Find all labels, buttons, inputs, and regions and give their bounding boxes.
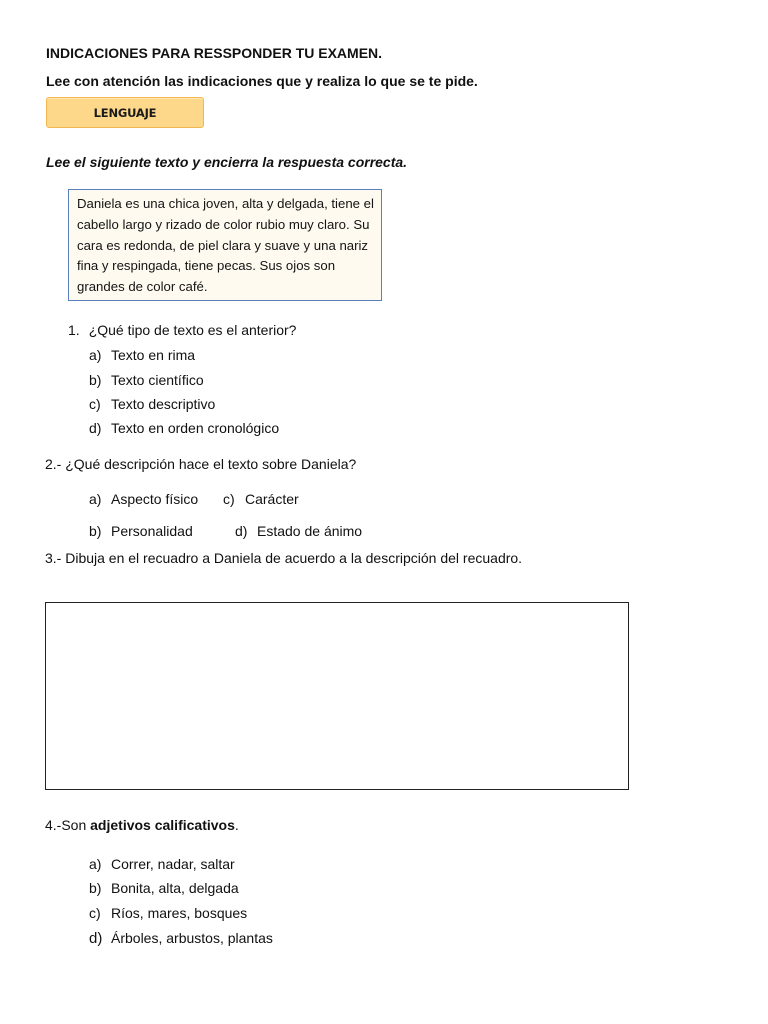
question-2-text: 2.- ¿Qué descripción hace el texto sobre Daniela?: [45, 456, 357, 472]
q1-option-c[interactable]: [89, 396, 215, 412]
question-4-prefix: 4.-Son: [45, 817, 91, 833]
q4-option-d[interactable]: [89, 930, 273, 947]
question-1-number: 1.: [68, 322, 80, 338]
reading-passage: Daniela es una chica joven, alta y delgada, tiene el cabello largo y rizado de color rubio muy claro. Su cara es redonda, de piel clara y suave y una nariz fina y respingada, tiene pecas. Sus ojos son grandes de color café.: [68, 189, 382, 301]
option-letter: c): [89, 905, 101, 921]
exam-title: INDICACIONES PARA RESSPONDER TU EXAMEN.: [46, 45, 383, 61]
question-4-suffix: .: [234, 817, 239, 833]
option-text: Ríos, mares, bosques: [111, 905, 248, 921]
q2-option-a[interactable]: [89, 491, 198, 507]
drawing-box[interactable]: [45, 602, 629, 790]
option-text: Aspecto físico: [111, 491, 199, 507]
question-4-text: [45, 817, 239, 833]
option-text: Árboles, arbustos, plantas: [111, 930, 273, 946]
option-text: Texto científico: [111, 372, 204, 388]
q4-option-c[interactable]: [89, 905, 247, 921]
q2-option-d[interactable]: [235, 523, 362, 539]
option-text: Carácter: [245, 491, 299, 507]
question-1-text: ¿Qué tipo de texto es el anterior?: [88, 322, 297, 338]
question-4-bold: adjetivos calificativos: [90, 817, 235, 833]
option-letter: b): [89, 523, 102, 539]
question-3-text: 3.- Dibuja en el recuadro a Daniela de acuerdo a la descripción del recuadro.: [45, 550, 523, 566]
option-letter: d): [235, 523, 248, 539]
question-1: [68, 322, 296, 338]
option-text: Texto descriptivo: [111, 396, 216, 412]
reading-instruction: Lee el siguiente texto y encierra la respuesta correcta.: [46, 154, 408, 170]
option-letter: d): [89, 420, 102, 436]
q2-option-b[interactable]: [89, 523, 193, 539]
option-letter: b): [89, 372, 102, 388]
option-text: Personalidad: [111, 523, 193, 539]
option-text: Texto en rima: [111, 347, 196, 363]
option-letter: d): [89, 930, 103, 947]
exam-intro: Lee con atención las indicaciones que y realiza lo que se te pide.: [46, 73, 478, 89]
option-text: Estado de ánimo: [257, 523, 363, 539]
option-letter: a): [89, 491, 102, 507]
section-badge-label: LENGUAJE: [93, 105, 157, 120]
section-badge: [46, 97, 204, 128]
option-text: Correr, nadar, saltar: [111, 856, 235, 872]
option-letter: b): [89, 880, 102, 896]
option-letter: c): [89, 396, 101, 412]
q4-option-b[interactable]: [89, 880, 239, 896]
q2-option-c[interactable]: [223, 491, 299, 507]
q4-option-a[interactable]: [89, 856, 235, 872]
q1-option-b[interactable]: [89, 372, 204, 388]
q1-option-d[interactable]: [89, 420, 279, 436]
q1-option-a[interactable]: [89, 347, 195, 363]
option-letter: c): [223, 491, 235, 507]
option-letter: a): [89, 347, 102, 363]
option-text: Texto en orden cronológico: [111, 420, 280, 436]
option-letter: a): [89, 856, 102, 872]
option-text: Bonita, alta, delgada: [111, 880, 239, 896]
